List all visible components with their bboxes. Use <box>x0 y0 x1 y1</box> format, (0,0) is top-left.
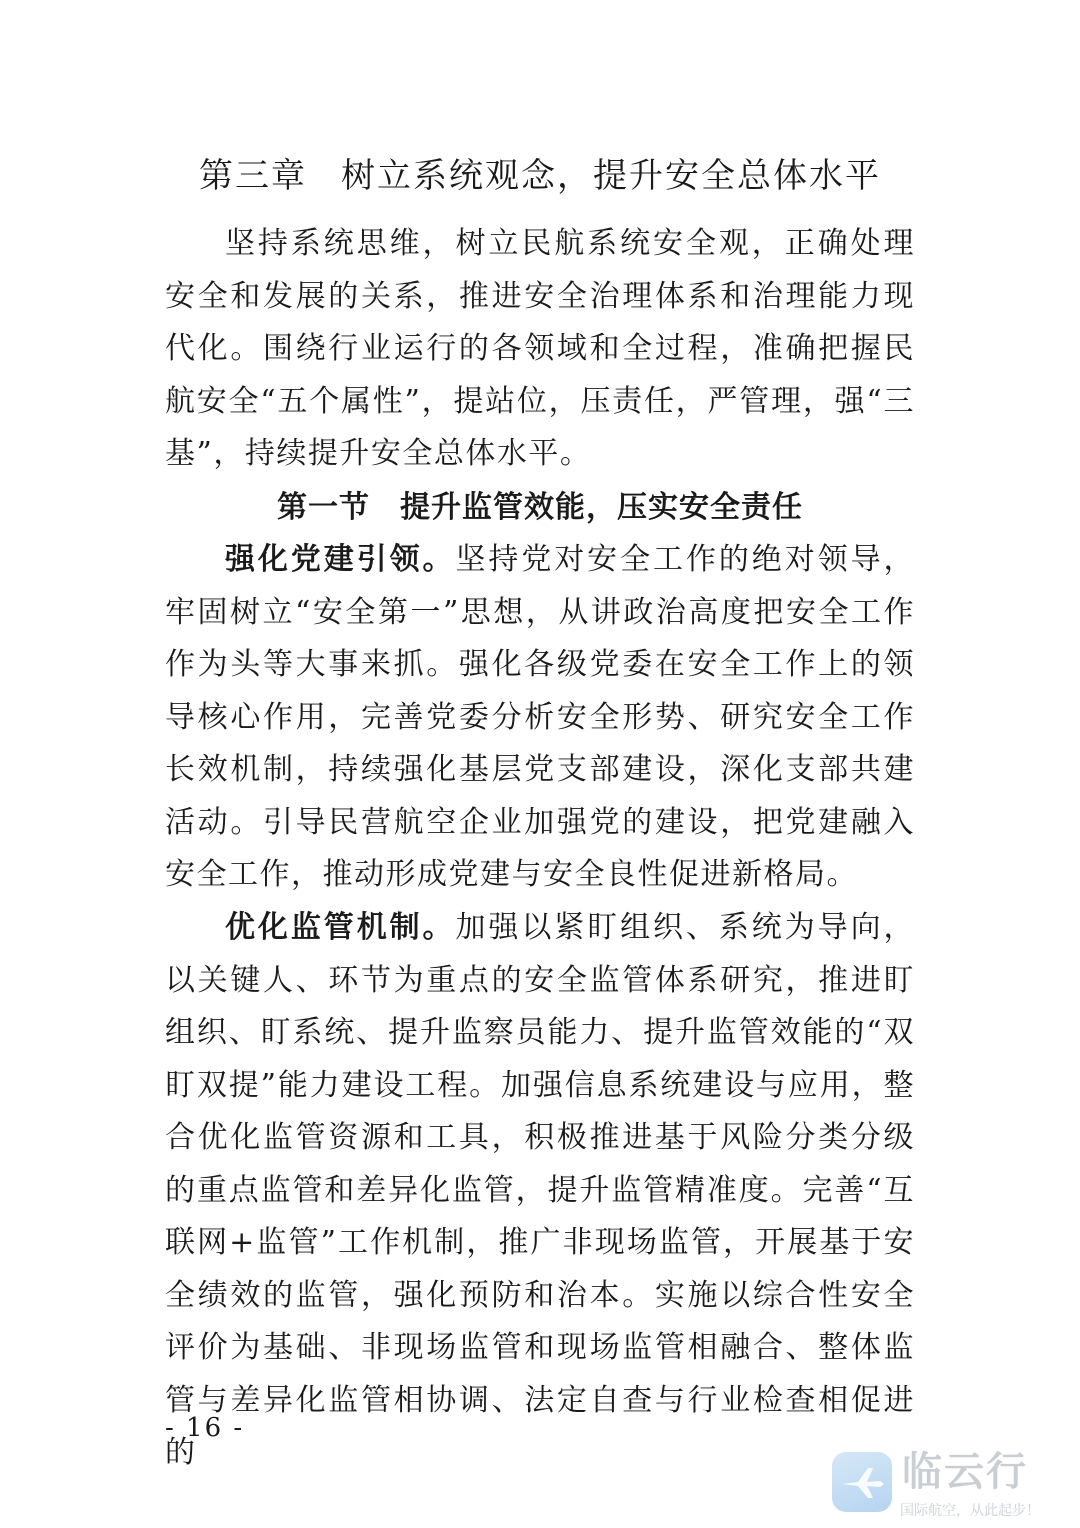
intro-paragraph: 坚持系统思维，树立民航系统安全观，正确处理安全和发展的关系，推进安全治理体系和治理能力现代化。围绕行业运行的各领域和全过程，准确把握民航安全“五个属性”，提站位，压责任，严管理，强“三基”，持续提升安全总体水平。 <box>165 226 915 471</box>
watermark-name: 临云行 <box>902 1449 1028 1495</box>
paragraph-lead: 强化党建引领。 <box>225 542 456 577</box>
chapter-title <box>0 150 1080 202</box>
paragraph-body: 坚持党对安全工作的绝对领导，牢固树立“安全第一”思想，从讲政治高度把安全工作作为头等大事来抓。强化各级党委在安全工作上的领导核心作用，完善党委分析安全形势、研究安全工作长效机制，持续强化基层党支部建设，深化支部共建活动。引导民营航空企业加强党的建设，把党建融入安全工作，推动形成党建与安全良性促进新格局。 <box>165 542 916 892</box>
paragraph-party-leadership <box>165 534 915 902</box>
watermark <box>832 1448 1047 1524</box>
paragraph-supervision-mechanism <box>165 902 915 1480</box>
paragraph-lead: 优化监管机制。 <box>225 910 456 945</box>
paragraph-body: 加强以紧盯组织、系统为导向，以关键人、环节为重点的安全监管体系研究，推进盯组织、盯系统、提升监察员能力、提升监管效能的“双盯双提”能力建设工程。加强信息系统建设与应用，整合优化监管资源和工具，积极推进基于风险分类分级的重点监管和差异化监管，提升监管精准度。完善“互联网+监管”工作机制，推广非现场监管，开展基于安全绩效的监管，强化预防和治本。实施以综合性安全评价为基础、非现场监管和现场监管相融合、整体监管与差异化监管相协调、法定自查与行业检查相促进的 <box>165 910 916 1470</box>
section-heading: 提升监管效能，压实安全责任 <box>400 490 803 525</box>
section-title <box>0 482 1080 534</box>
airplane-icon <box>838 1462 886 1502</box>
section-label: 第一节 <box>277 490 370 525</box>
chapter-heading: 树立系统观念，提升安全总体水平 <box>341 156 881 196</box>
chapter-label: 第三章 <box>199 156 307 196</box>
watermark-slogan: 国际航空，从此起步！ <box>900 1503 1040 1519</box>
page-number: - 16 - <box>165 1413 245 1443</box>
watermark-logo <box>832 1452 892 1512</box>
